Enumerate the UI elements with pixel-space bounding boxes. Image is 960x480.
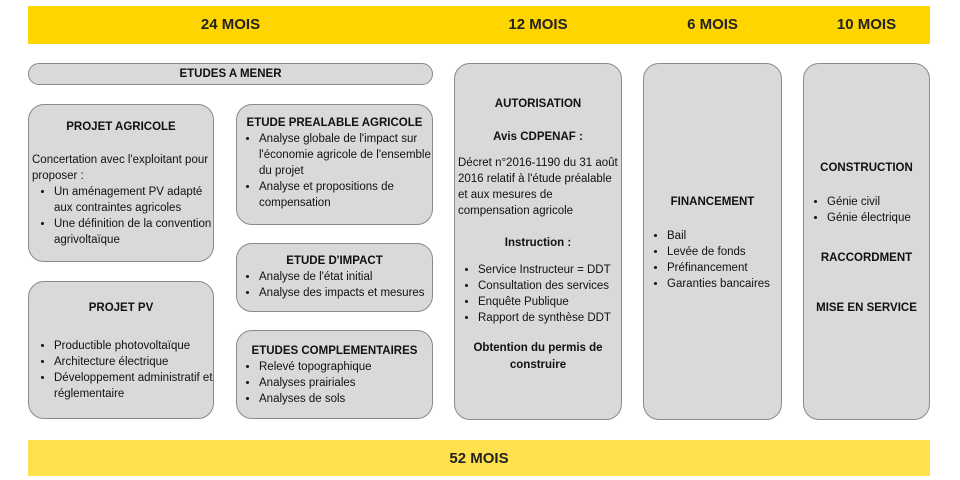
list-item: • Levée de fonds bbox=[667, 244, 781, 260]
mise-en-service-title: MISE EN SERVICE bbox=[816, 302, 917, 314]
list-item: • Service Instructeur = DDT bbox=[478, 262, 621, 278]
list-item: • Préfinancement bbox=[667, 260, 781, 276]
list-item: • Analyse de l'état initial bbox=[259, 269, 432, 285]
financement-list bbox=[644, 228, 781, 292]
projet-agricole-intro: Concertation avec l'exploitant pour proposer : bbox=[32, 154, 209, 182]
construction-list bbox=[804, 194, 929, 226]
financement-title: FINANCEMENT bbox=[670, 196, 755, 208]
projet-agricole-box bbox=[28, 104, 214, 262]
phase-financement-duration: 6 MOIS bbox=[687, 16, 738, 33]
list-item: • Relevé topographique bbox=[259, 359, 432, 375]
projet-agricole-title: PROJET AGRICOLE bbox=[66, 121, 176, 133]
list-item: • Analyse globale de l'impact sur l'économie agricole de l'ensemble du projet bbox=[259, 131, 432, 179]
list-item: • Analyse des impacts et mesures bbox=[259, 285, 432, 301]
list-item: • Bail bbox=[667, 228, 781, 244]
etudes-complementaires-title: ETUDES COMPLEMENTAIRES bbox=[251, 345, 418, 357]
etude-prealable-list bbox=[237, 131, 432, 211]
autorisation-box bbox=[454, 63, 622, 420]
etude-impact-title: ETUDE D'IMPACT bbox=[286, 255, 383, 267]
list-item: • Consultation des services bbox=[478, 278, 621, 294]
avis-cdpenaf-title: Avis CDPENAF : bbox=[493, 131, 583, 143]
instruction-title: Instruction : bbox=[504, 237, 572, 249]
etude-impact-list bbox=[237, 269, 432, 301]
etudes-a-mener-header: ETUDES A MENER bbox=[28, 63, 433, 85]
list-item: • Développement administratif et réglementaire bbox=[54, 370, 213, 402]
list-item: • Un aménagement PV adapté aux contraintes agricoles bbox=[54, 184, 213, 216]
financement-box bbox=[643, 63, 782, 420]
projet-agricole-list bbox=[29, 184, 213, 248]
projet-pv-title: PROJET PV bbox=[88, 302, 154, 314]
permis-construire-title: Obtention du permis de construire bbox=[473, 342, 603, 371]
etude-prealable-box bbox=[236, 104, 433, 225]
list-item: • Génie civil bbox=[827, 194, 929, 210]
list-item: • Analyse et propositions de compensation bbox=[259, 179, 432, 211]
list-item: • Productible photovoltaïque bbox=[54, 338, 213, 354]
construction-title: CONSTRUCTION bbox=[820, 162, 913, 174]
list-item: • Rapport de synthèse DDT bbox=[478, 310, 621, 326]
etudes-complementaires-list bbox=[237, 359, 432, 407]
phase-etudes-duration: 24 MOIS bbox=[200, 16, 261, 33]
phase-construction-duration: 10 MOIS bbox=[836, 16, 897, 33]
etude-prealable-title: ETUDE PREALABLE AGRICOLE bbox=[246, 117, 423, 129]
list-item: • Une définition de la convention agrivoltaïque bbox=[54, 216, 213, 248]
list-item: • Analyses de sols bbox=[259, 391, 432, 407]
list-item: • Analyses prairiales bbox=[259, 375, 432, 391]
instruction-list bbox=[455, 262, 621, 326]
list-item: • Architecture électrique bbox=[54, 354, 213, 370]
decret-text: Décret n°2016-1190 du 31 août 2016 relatif à l'étude préalable et aux mesures de compensation agricole bbox=[458, 157, 618, 217]
phase-duration-bar bbox=[28, 6, 930, 44]
etudes-complementaires-box bbox=[236, 330, 433, 419]
total-duration-bar: 52 MOIS bbox=[28, 440, 930, 476]
etude-impact-box bbox=[236, 243, 433, 312]
raccordement-title: RACCORDMENT bbox=[820, 252, 913, 264]
list-item: • Génie électrique bbox=[827, 210, 929, 226]
list-item: • Garanties bancaires bbox=[667, 276, 781, 292]
projet-pv-list bbox=[29, 338, 213, 402]
autorisation-title: AUTORISATION bbox=[494, 98, 582, 110]
projet-pv-box bbox=[28, 281, 214, 419]
list-item: • Enquête Publique bbox=[478, 294, 621, 310]
phase-autorisation-duration: 12 MOIS bbox=[508, 16, 568, 33]
construction-box bbox=[803, 63, 930, 420]
